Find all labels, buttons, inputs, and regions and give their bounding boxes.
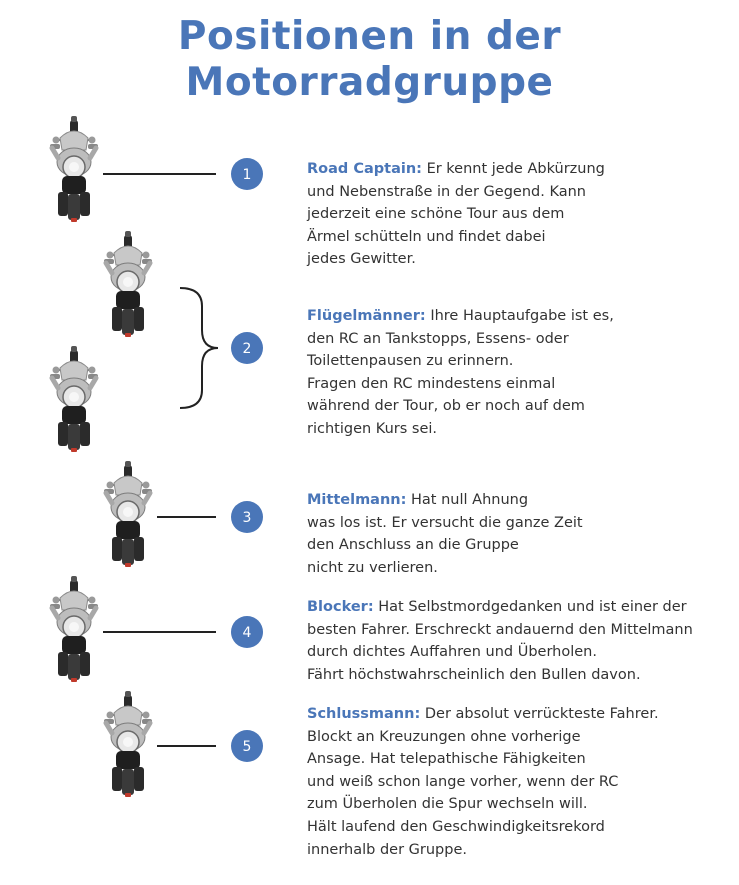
desc-text: Der absolut verrückteste Fahrer. bbox=[424, 706, 659, 722]
motorcycle-icon-1 bbox=[50, 116, 98, 222]
desc-line: Toilettenpausen zu erinnern. bbox=[307, 353, 514, 370]
description-road-captain bbox=[307, 158, 727, 271]
desc-line: den RC an Tankstopps, Essens- oder bbox=[307, 330, 569, 347]
desc-line: Fragen den RC mindestens einmal bbox=[307, 375, 556, 392]
desc-line: und weiß schon lange vorher, wenn der RC bbox=[307, 773, 619, 790]
desc-line bbox=[307, 158, 727, 181]
role-label: Flügelmänner: bbox=[307, 308, 426, 324]
motorcycle-icon-4 bbox=[50, 576, 98, 682]
desc-line: besten Fahrer. Erschreckt andauernd den Mittelmann bbox=[307, 621, 693, 638]
description-schlussmann bbox=[307, 703, 727, 861]
description-mittelmann bbox=[307, 489, 727, 579]
desc-line bbox=[307, 489, 727, 512]
badge-number-2: 2 bbox=[242, 341, 252, 357]
motorcycle-icon-3 bbox=[104, 461, 152, 567]
title-line-2: Motorradgruppe bbox=[185, 60, 554, 105]
description-fluegelmaenner bbox=[307, 305, 727, 441]
desc-text: Ihre Hauptaufgabe ist es, bbox=[430, 308, 614, 324]
position-badge-5 bbox=[231, 730, 263, 762]
desc-line: während der Tour, ob er noch auf dem bbox=[307, 398, 585, 415]
desc-line: Blockt an Kreuzungen ohne vorherige bbox=[307, 728, 581, 745]
desc-line: nicht zu verlieren. bbox=[307, 559, 438, 576]
desc-line: Hält laufend den Geschwindigkeitsrekord bbox=[307, 818, 605, 835]
role-label: Mittelmann: bbox=[307, 492, 407, 508]
title-line-1: Positionen in der bbox=[177, 14, 562, 59]
desc-line: innerhalb der Gruppe. bbox=[307, 841, 467, 858]
desc-text: Hat null Ahnung bbox=[411, 492, 529, 508]
desc-text: Hat Selbstmordgedanken und ist einer der bbox=[378, 599, 687, 615]
desc-line: jederzeit eine schöne Tour aus dem bbox=[307, 206, 565, 223]
desc-line: richtigen Kurs sei. bbox=[307, 420, 438, 437]
desc-line: Fährt höchstwahrscheinlich den Bullen davon. bbox=[307, 666, 641, 683]
badge-number-1: 1 bbox=[242, 167, 252, 183]
badge-number-3: 3 bbox=[242, 510, 252, 526]
bracket-connector-2 bbox=[180, 288, 218, 408]
desc-line: durch dichtes Auffahren und Überholen. bbox=[307, 644, 597, 661]
role-label: Blocker: bbox=[307, 599, 374, 615]
motorcycle-icon-5 bbox=[104, 691, 152, 797]
position-badge-4 bbox=[231, 616, 263, 648]
desc-line bbox=[307, 305, 727, 328]
motorcycle-icon-2b bbox=[50, 346, 98, 452]
badge-number-4: 4 bbox=[242, 625, 252, 641]
badge-number-5: 5 bbox=[242, 739, 252, 755]
position-badge-1 bbox=[231, 158, 263, 190]
desc-line bbox=[307, 703, 727, 726]
position-badge-2 bbox=[231, 332, 263, 364]
role-label: Schlussmann: bbox=[307, 706, 421, 722]
desc-line: den Anschluss an die Gruppe bbox=[307, 537, 519, 554]
desc-line: Ansage. Hat telepathische Fähigkeiten bbox=[307, 751, 586, 768]
role-label: Road Captain: bbox=[307, 161, 422, 177]
desc-line: zum Überholen die Spur wechseln will. bbox=[307, 796, 588, 813]
desc-line: Ärmel schütteln und findet dabei bbox=[307, 228, 546, 245]
desc-text: Er kennt jede Abkürzung bbox=[426, 161, 605, 177]
description-blocker bbox=[307, 596, 727, 686]
desc-line bbox=[307, 596, 727, 619]
desc-line: und Nebenstraße in der Gegend. Kann bbox=[307, 183, 586, 200]
position-badge-3 bbox=[231, 501, 263, 533]
desc-line: was los ist. Er versucht die ganze Zeit bbox=[307, 514, 583, 531]
desc-line: jedes Gewitter. bbox=[307, 251, 416, 268]
motorcycle-icon-2a bbox=[104, 231, 152, 337]
